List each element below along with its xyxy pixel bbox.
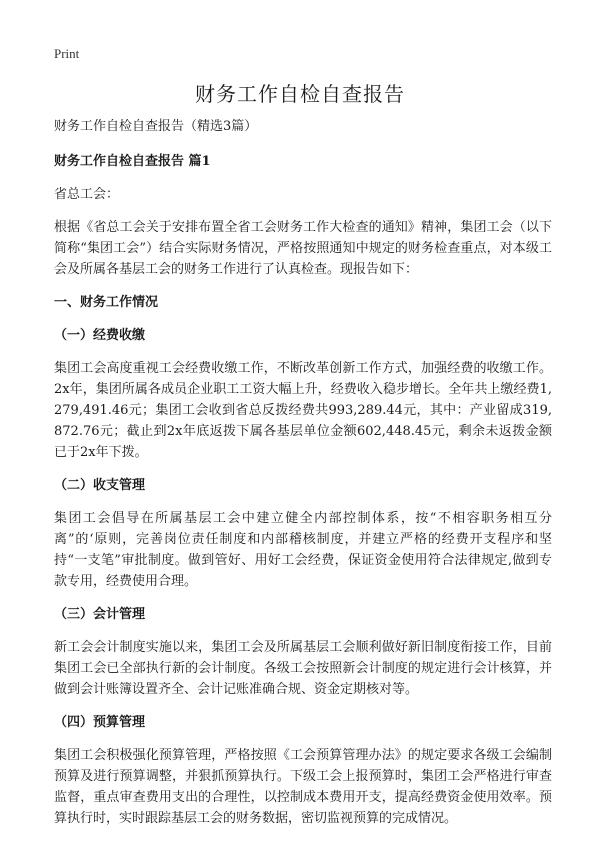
salutation: 省总工会： xyxy=(54,187,120,202)
document-subtitle: 财务工作自检自查报告（精选3篇） xyxy=(54,119,258,134)
print-label: Print xyxy=(54,46,80,61)
part-one-heading: 一、财务工作情况 xyxy=(54,295,159,310)
document-content xyxy=(54,116,552,841)
subsection-body-accounting: 新工会会计制度实施以来，集团工会及所属基层工会顺利做好新旧制度衔接工作，目前集团工会已全部执行新的会计制度。各级工会按照新会计制度的规定进行会计核算，并做到会计账簿设置齐全、会计记账准确合规、资金定期核对等。 xyxy=(54,640,552,697)
subsection-heading-budget: （四）预算管理 xyxy=(54,715,146,730)
subsection-body-budget: 集团工会积极强化预算管理，严格按照《工会预算管理办法》的规定要求各级工会编制预算及进行预算调整，并狠抓预算执行。下级工会上报预算时，集团工会严格进行审查监督，重点审查费用支出的合理性，以控制成本费用开支，提高经费资金使用效率。预算执行时，实时跟踪基层工会的财务数据，密切监视预算的完成情况。 xyxy=(54,748,552,826)
section-title: 财务工作自检自查报告 篇1 xyxy=(54,154,211,169)
intro-paragraph: 根据《省总工会关于安排布置全省工会财务工作大检查的通知》精神，集团工会（以下简称“集团工会”）结合实际财务情况，严格按照通知中规定的财务检查重点，对本级工会及所属各基层工会的财务工作进行了认真检查。现报告如下： xyxy=(54,220,552,277)
subsection-heading-funds-collection: （一）经费收缴 xyxy=(54,328,146,343)
subsection-heading-income-expense: （二）收支管理 xyxy=(54,478,146,493)
document-title: 财务工作自检自查报告 xyxy=(195,82,405,106)
subsection-body-income-expense: 集团工会倡导在所属基层工会中建立健全内部控制体系，按“不相容职务相互分离”的‘原则，完善岗位责任制度和内部稽核制度，并建立严格的经费开支程序和坚持“一支笔”审批制度。做到管好、用好工会经费，保证资金使用符合法律规定,做到专款专用，经费使用合理。 xyxy=(54,511,552,589)
subsection-heading-accounting: （三）会计管理 xyxy=(54,607,146,622)
subsection-body-funds-collection: 集团工会高度重视工会经费收缴工作，不断改革创新工作方式，加强经费的收缴工作。2x年，集团所属各成员企业职工工资大幅上升，经费收入稳步增长。全年共上缴经费1,279,491.46元；集团工会收到省总反拨经费共993,289.44元，其中：产业留成319,872.76元；截止到2x年底返拨下属各基层单位金额602,448.45元，剩余未返拨金额已于2x年下拨。 xyxy=(54,361,552,460)
